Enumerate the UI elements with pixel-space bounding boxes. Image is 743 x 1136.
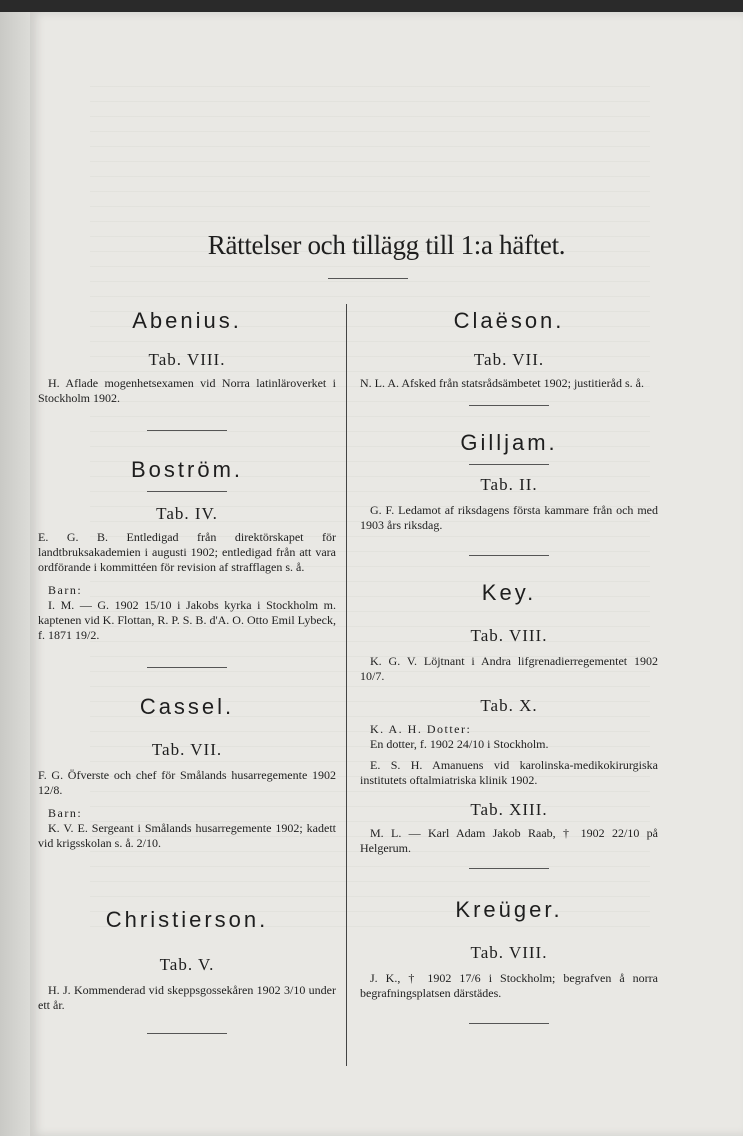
entry-text: N. L. A. Afsked från statsrådsämbetet 1902; justitieråd s. å. <box>360 376 644 390</box>
scan-binding-edge <box>0 12 30 1136</box>
family-name-abenius: Abenius. <box>132 308 242 333</box>
left-column <box>38 304 336 1034</box>
entry-text: H. Aflade mogenhetsexamen vid Norra latinläroverket i Stockholm 1902. <box>38 376 336 405</box>
family-name-key: Key. <box>481 580 537 605</box>
separator-rule <box>469 464 549 465</box>
child-entry: I. M. — G. 1902 15/10 i Jakobs kyrka i Stockholm m. kaptenen vid K. Flottan, R. P. S. B. d'A. O. Otto Emil Lybeck, f. 1871 19/2. <box>38 598 336 642</box>
tab-heading: Tab. VIII. <box>148 350 226 369</box>
tab-heading: Tab. IV. <box>156 504 218 523</box>
children-label: Barn: <box>48 806 83 820</box>
tab-heading: Tab. XIII. <box>470 800 548 819</box>
entry-text: E. S. H. Amanuens vid karolinska-medikokirurgiska institutets oftalmiatriska klinik 1902. <box>360 758 658 787</box>
document-page <box>30 12 743 1136</box>
separator-rule <box>469 868 549 869</box>
separator-rule <box>469 555 549 556</box>
tab-heading: Tab. II. <box>480 475 538 494</box>
entry-label: K. A. H. Dotter: <box>370 722 472 736</box>
title-rule <box>328 278 408 279</box>
children-label: Barn: <box>48 583 83 597</box>
family-name-cassel: Cassel. <box>139 694 235 719</box>
tab-heading: Tab. V. <box>159 955 215 974</box>
entry-text: E. G. B. Entledigad från direktörskapet för landtbruksakademien i augusti 1902; entledigad från att vara ordförande i kommittéen för revision af strafflagen s. å. <box>38 530 336 574</box>
entry-text: G. F. Ledamot af riksdagens första kammare från och med 1903 års riksdag. <box>360 503 658 532</box>
tab-heading: Tab. VIII. <box>470 943 548 962</box>
separator-rule <box>469 1023 549 1024</box>
column-divider <box>346 304 347 1066</box>
scan-top-border <box>0 0 743 12</box>
tab-heading: Tab. VIII. <box>470 626 548 645</box>
separator-rule <box>469 405 549 406</box>
separator-rule <box>147 491 227 492</box>
entry-text: M. L. — Karl Adam Jakob Raab, † 1902 22/10 på Helgerum. <box>360 826 658 855</box>
tab-heading: Tab. VII. <box>473 350 545 369</box>
tab-heading: Tab. VII. <box>151 740 223 759</box>
separator-rule <box>147 1033 227 1034</box>
separator-rule <box>147 430 227 431</box>
family-name-gilljam: Gilljam. <box>460 430 558 455</box>
tab-heading: Tab. X. <box>480 696 538 715</box>
right-column <box>360 304 658 1024</box>
entry-text: F. G. Öfverste och chef för Smålands husarregemente 1902 12/8. <box>38 768 336 797</box>
family-name-claeson: Claëson. <box>453 308 565 333</box>
entry-text: En dotter, f. 1902 24/10 i Stockholm. <box>370 737 549 751</box>
entry-text: H. J. Kommenderad vid skeppsgossekåren 1902 3/10 under ett år. <box>38 983 336 1012</box>
entry-text: K. G. V. Löjtnant i Andra lifgrenadierregementet 1902 10/7. <box>360 654 658 683</box>
separator-rule <box>147 667 227 668</box>
entry-text: J. K., † 1902 17/6 i Stockholm; begrafven å norra begrafningsplatsen därstädes. <box>360 971 658 1000</box>
family-name-christierson: Christierson. <box>105 907 269 932</box>
family-name-kreuger: Kreüger. <box>455 897 563 922</box>
child-entry: K. V. E. Sergeant i Smålands husarregemente 1902; kadett vid krigsskolan s. å. 2/10. <box>38 821 336 850</box>
page-title: Rättelser och tillägg till 1:a häftet. <box>207 230 566 260</box>
family-name-bostrom: Boström. <box>130 457 244 482</box>
